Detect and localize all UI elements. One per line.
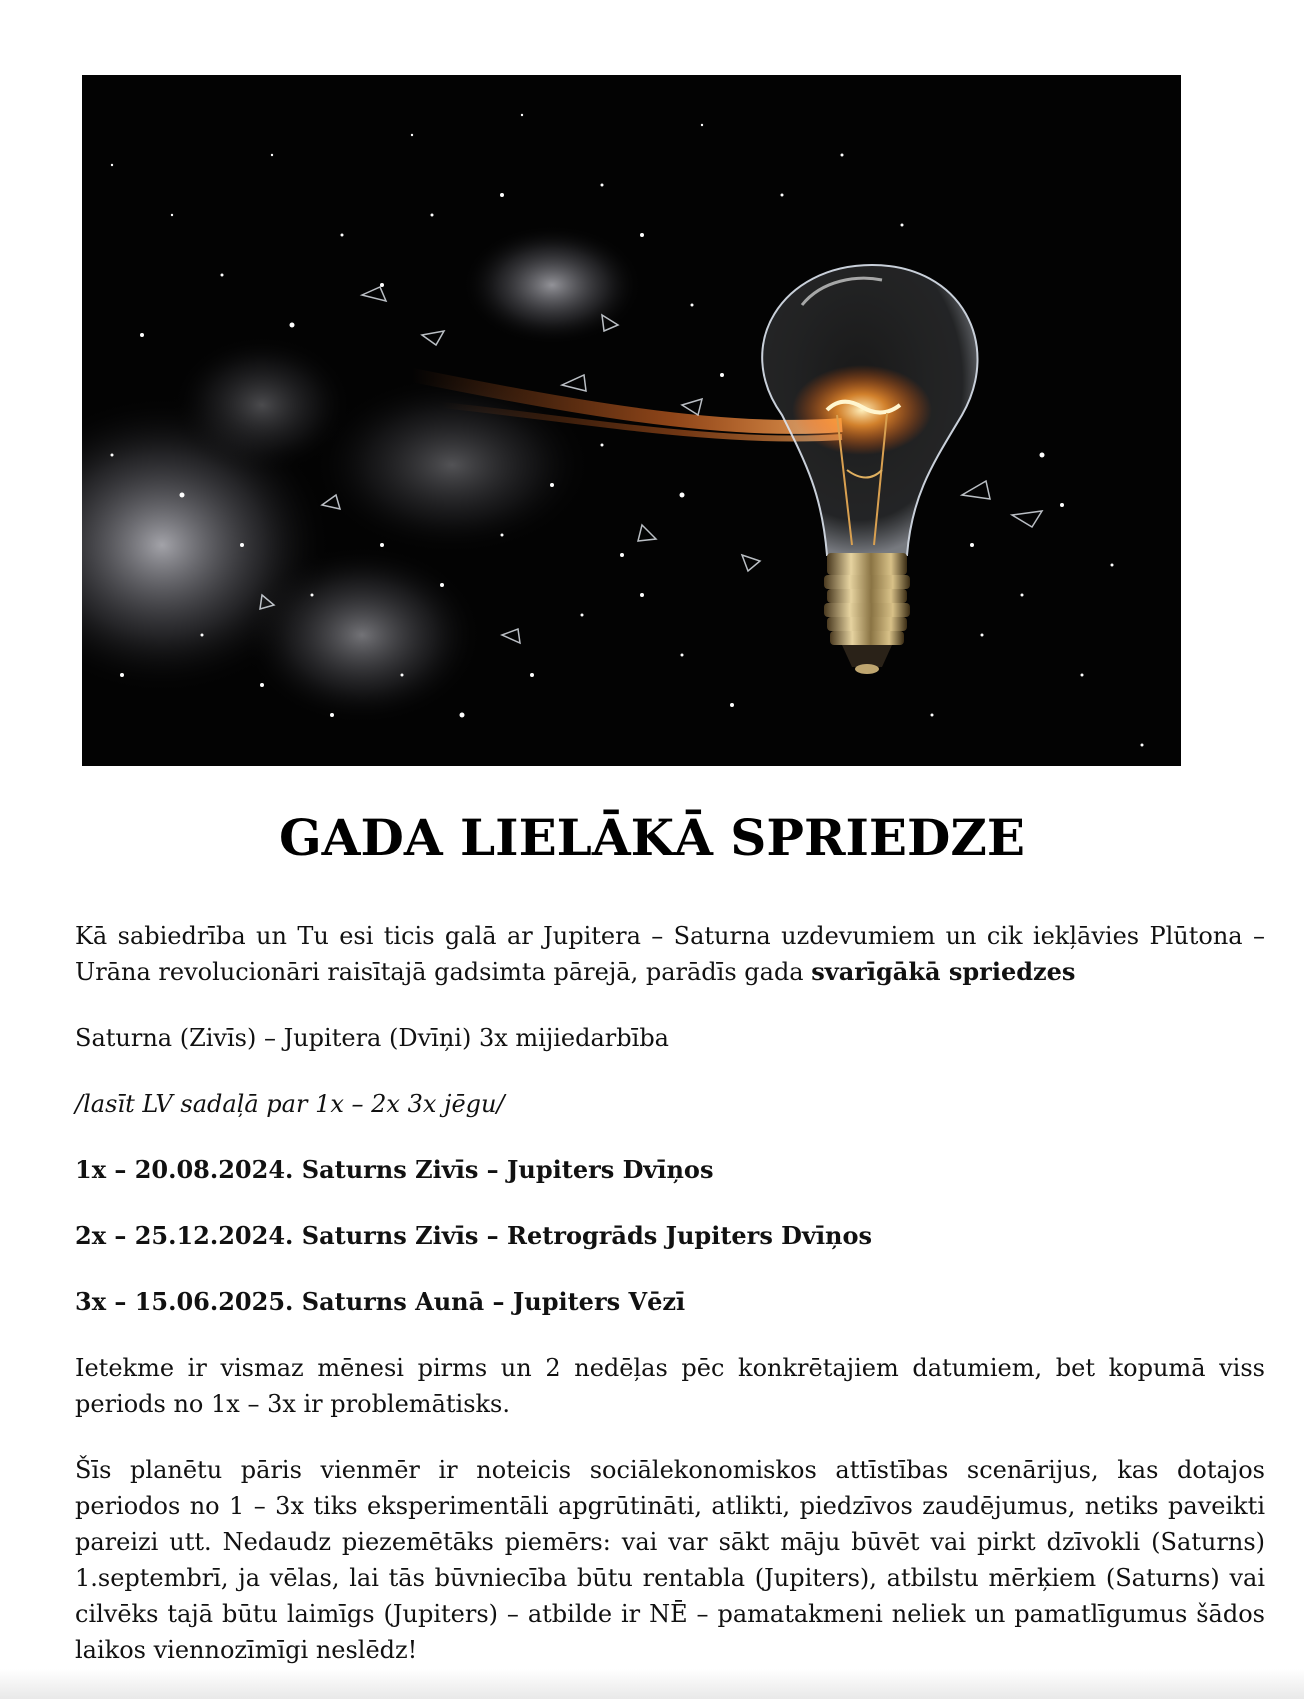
bottom-fade	[0, 1669, 1304, 1699]
page-title: GADA LIELĀKĀ SPRIEDZE	[278, 808, 1026, 867]
intro-text: Kā sabiedrība un Tu esi ticis galā ar Jupitera – Saturna uzdevumiem un cik iekļāvies Plūtona – Urāna revolucionāri raisītajā gadsimta pārejā, parādīs gada	[75, 922, 1265, 986]
influence-paragraph: Ietekme ir vismaz mēnesi pirms un 2 nedēļas pēc konkrētajiem datumiem, bet kopumā viss periods no 1x – 3x ir problemātisks.	[75, 1354, 1265, 1418]
exploding-lightbulb-illustration	[82, 75, 1181, 766]
planets-paragraph: Šīs planētu pāris vienmēr ir noteicis sociālekonomiskos attīstības scenārijus, kas dotajos periodos no 1 – 3x tiks eksperimentāli apgrūtināti, atlikti, piedzīvos zaudējumus, netiks paveikti pareizi utt. Nedaudz piezemētāks piemērs: vai var sākt māju būvēt vai pirkt dzīvokli (Saturns) 1.septembrī, ja vēlas, lai tās būvniecība būtu rentabla (Jupiters), atbilstu mērķiem (Saturns) vai cilvēks tajā būtu laimīgs (Jupiters) – atbilde ir NĒ – pamatakmeni neliek un pamatlīgumus šādos laikos viennozīmīgi neslēdz!	[75, 1456, 1265, 1664]
article-body	[75, 918, 1265, 1698]
date-line-3: 3x – 15.06.2025. Saturns Aunā – Jupiters Vēzī	[75, 1287, 686, 1316]
hero-image	[82, 75, 1181, 766]
intro-bold: svarīgākā spriedzes	[811, 957, 1076, 986]
intro-paragraph	[75, 918, 1265, 990]
date-line-1: 1x – 20.08.2024. Saturns Zivīs – Jupiters Dvīņos	[75, 1155, 714, 1184]
reading-note: /lasīt LV sadaļā par 1x – 2x 3x jēgu/	[75, 1090, 505, 1118]
subtitle: Saturna (Zivīs) – Jupitera (Dvīņi) 3x mijiedarbība	[75, 1024, 669, 1052]
date-line-2: 2x – 25.12.2024. Saturns Zivīs – Retrogrāds Jupiters Dvīņos	[75, 1221, 873, 1250]
